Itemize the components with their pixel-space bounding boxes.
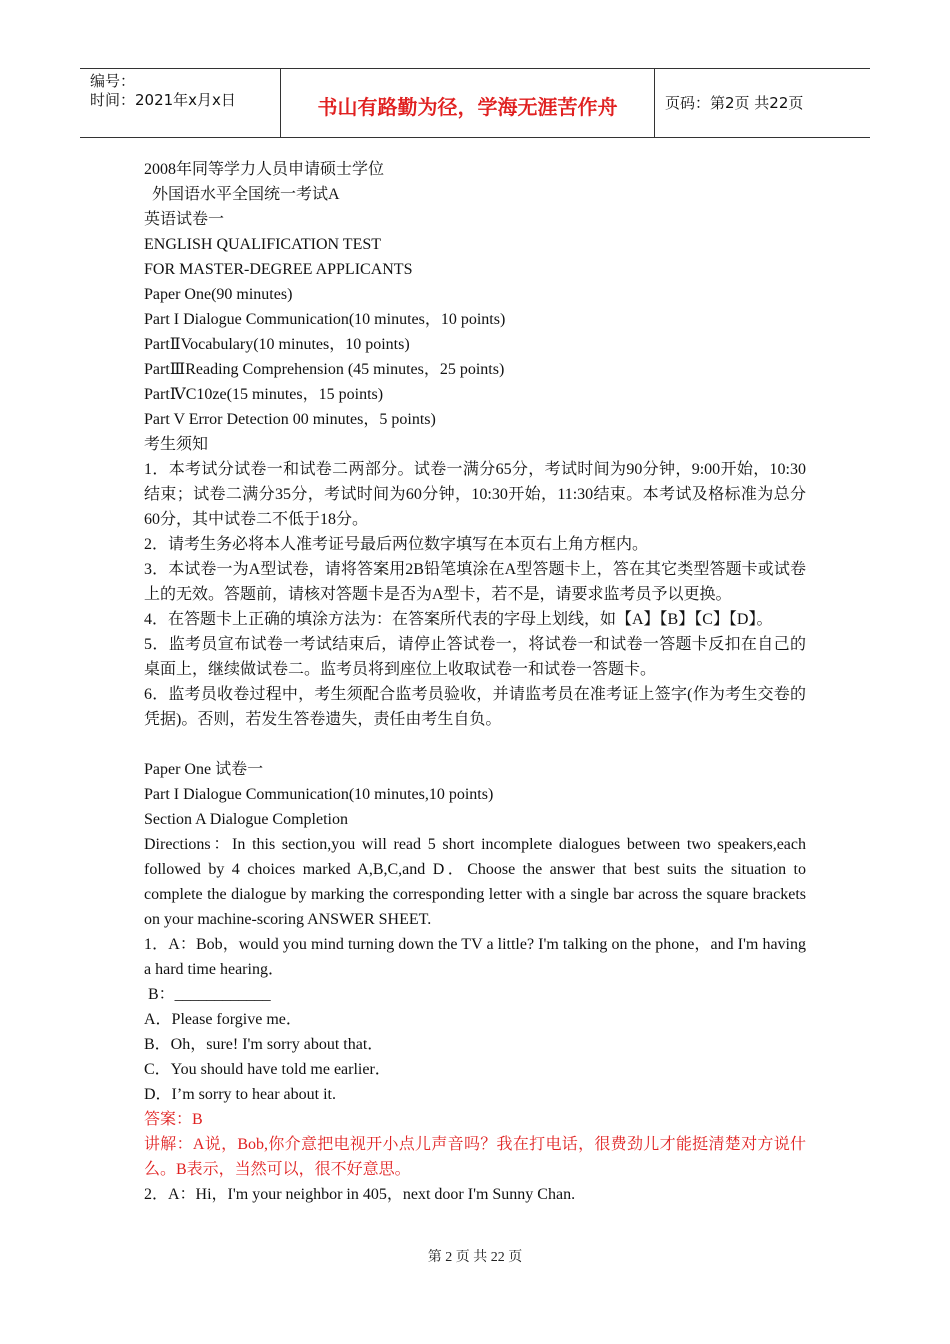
directions: Directions：In this section,you will read 5 short incomplete dialogues between two speakers,each followed by 4 choices marked A,B,C,and D．Choose the answer that best suits the situation to complete the dialogue by marking the corresponding letter with a single bar across the square brackets on your machine-scoring ANSWER SHEET. [144,836,806,928]
answer: 答案：B [144,1111,203,1128]
paper-one-title: Paper One 试卷一 [144,761,264,778]
question-2-prompt: 2．A：Hi，I'm your neighbor in 405，next door I'm Sunny Chan. [144,1186,576,1203]
option-a: A．Please forgive me． [144,1011,302,1028]
explanation: 讲解：A说，Bob,你介意把电视开小点儿声音吗？我在打电话，很费劲儿才能挺清楚对方说什么。B表示，当然可以，很不好意思。 [144,1136,806,1178]
time-label: 时间：2021年x月x日 [90,91,236,109]
english-title-1: ENGLISH QUALIFICATION TEST [144,236,382,253]
option-d: D．I’m sorry to hear about it. [144,1086,336,1103]
question-1-response: B：____________ [144,986,271,1003]
motto: 书山有路勤为径，学海无涯苦作舟 [317,95,618,119]
notice-item: 5．监考员宣布试卷一考试结束后，请停止答试卷一，将试卷一和试卷一答题卡反扣在自己的桌面上，继续做试卷二。监考员将到座位上收取试卷一和试卷一答题卡。 [144,636,806,678]
english-title-2: FOR MASTER-DEGREE APPLICANTS [144,261,413,278]
header-motto-cell [281,69,655,137]
part-3: PartⅢReading Comprehension (45 minutes，25 points) [144,361,505,378]
page-label: 页码：第2页 共22页 [665,94,804,112]
header-meta [80,69,281,137]
notice-item: 2．请考生务必将本人准考证号最后两位数字填写在本页右上角方框内。 [144,536,649,553]
section-title: Section A Dialogue Completion [144,811,348,828]
notice-heading: 考生须知 [144,436,209,453]
header-page-cell [655,69,870,137]
document-body [144,157,806,1207]
notice-item: 1．本考试分试卷一和试卷二两部分。试卷一满分65分，考试时间为90分钟，9:00开始，10:30结束；试卷二满分35分，考试时间为60分钟，10:30开始，11:30结束。本考试及格标准为总分60分，其中试卷二不低于18分。 [144,461,806,528]
page-footer: 第 2 页 共 22 页 [427,1250,523,1265]
number-label: 编号： [90,72,136,90]
notice-item: 3．本试卷一为A型试卷，请将答案用2B铅笔填涂在A型答题卡上，答在其它类型答题卡或试卷上的无效。答题前，请核对答题卡是否为A型卡，若不是，请要求监考员予以更换。 [144,561,806,603]
part-title: Part I Dialogue Communication(10 minutes,10 points) [144,786,494,803]
paper-duration: Paper One(90 minutes) [144,286,293,303]
option-b: B．Oh，sure! I'm sorry about that． [144,1036,384,1053]
part-4: PartⅣC10ze(15 minutes，15 points) [144,386,384,403]
notice-item: 6．监考员收卷过程中，考生须配合监考员验收，并请监考员在准考证上签字(作为考生交卷的凭据)。否则，若发生答卷遗失，责任由考生自负。 [144,686,806,728]
question-1-prompt: 1．A：Bob，would you mind turning down the TV a little? I'm talking on the phone，and I'm having a hard time hearing． [144,936,806,978]
page-header [80,68,870,138]
notice-item: 4．在答题卡上正确的填涂方法为：在答案所代表的字母上划线，如【A】【B】【C】【D】。 [144,611,773,628]
option-c: C．You should have told me earlier． [144,1061,391,1078]
part-2: PartⅡVocabulary(10 minutes，10 points) [144,336,410,353]
spacer [144,732,806,757]
paper-name: 英语试卷一 [144,211,225,228]
part-1: Part I Dialogue Communication(10 minutes，10 points) [144,311,506,328]
part-5: Part V Error Detection 00 minutes，5 points) [144,411,436,428]
exam-title: 2008年同等学力人员申请硕士学位 [144,161,385,178]
exam-subtitle: 外国语水平全国统一考试A [144,186,340,203]
